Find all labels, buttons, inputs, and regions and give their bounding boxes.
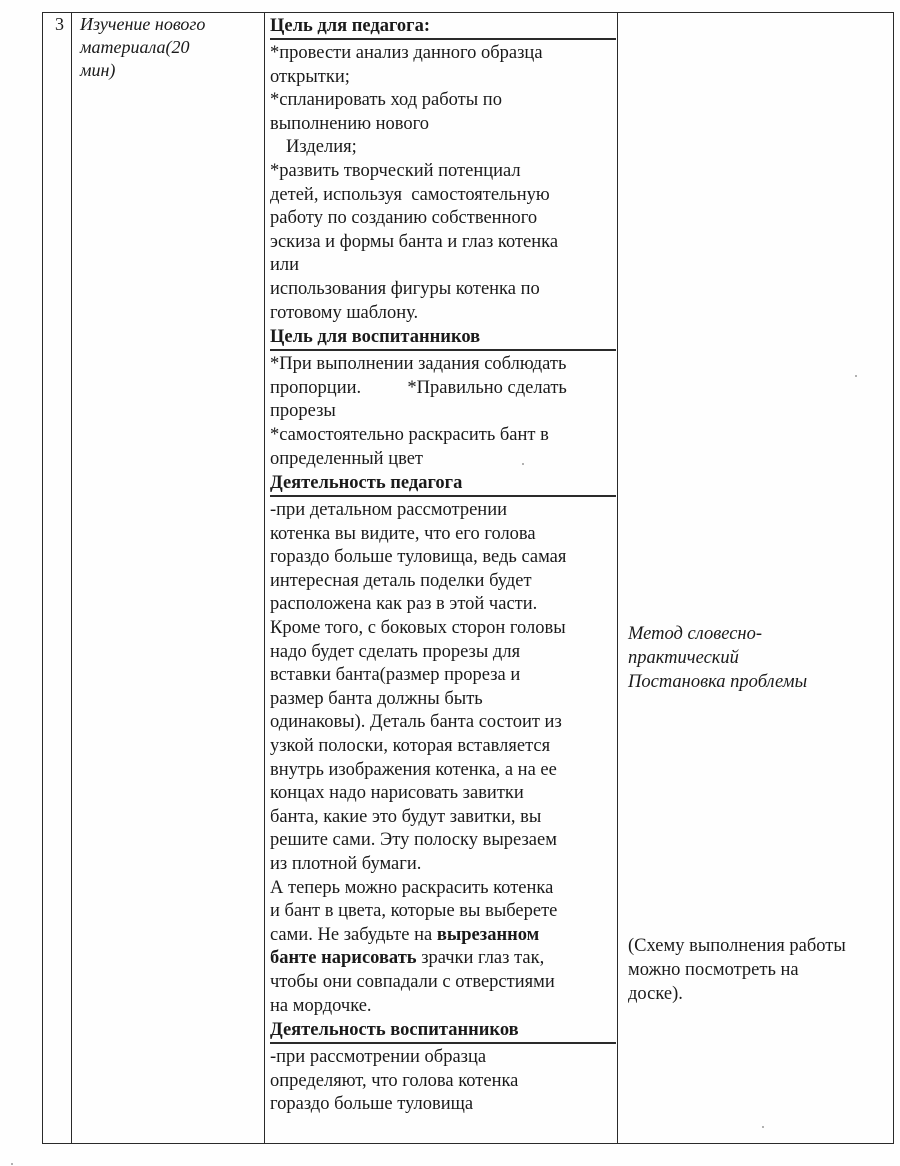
text-line: или xyxy=(270,255,300,276)
methods-cell xyxy=(628,622,878,694)
text-line: решите сами. Эту полоску вырезаем xyxy=(270,830,557,851)
stage-line: Изучение нового xyxy=(80,14,206,34)
text-line: определенный цвет xyxy=(270,448,424,469)
text-line: определяют, что голова котенка xyxy=(270,1070,519,1091)
note-line: доске). xyxy=(628,984,683,1004)
text-line: вставки банта(размер прореза и xyxy=(270,665,521,686)
text-line: готовому шаблону. xyxy=(270,302,419,323)
row-number: 3 xyxy=(55,14,64,34)
column-divider-3 xyxy=(617,12,618,1144)
text-span: сами. Не забудьте на xyxy=(270,924,437,945)
text-line: -при детальном рассмотрении xyxy=(270,500,508,521)
text-line: эскиза и формы банта и глаз котенка xyxy=(270,231,559,252)
note-line: (Схему выполнения работы xyxy=(628,936,846,956)
text-line: детей, используя самостоятельную xyxy=(270,184,550,205)
text-line: -при рассмотрении образца xyxy=(270,1047,487,1068)
stage-line: мин) xyxy=(80,60,116,80)
teacher-activity-body xyxy=(270,499,616,1018)
text-line: котенка вы видите, что его голова xyxy=(270,523,536,544)
text-line: Изделия; xyxy=(286,137,357,158)
teacher-activity-heading: Деятельность педагога xyxy=(270,471,616,497)
scan-speck xyxy=(522,463,524,465)
text-line: использования фигуры котенка по xyxy=(270,278,540,299)
text-line: расположена как раз в этой части. xyxy=(270,594,538,615)
text-line: Кроме того, с боковых сторон головы xyxy=(270,618,566,639)
text-line: концах надо нарисовать завитки xyxy=(270,783,524,804)
text-line xyxy=(270,924,616,948)
text-line: пропорции. *Правильно сделать xyxy=(270,377,567,398)
text-span: зрачки глаз так, xyxy=(416,948,545,969)
text-line: интересная деталь поделки будет xyxy=(270,570,532,591)
text-line: внутрь изображения котенка, а на ее xyxy=(270,759,557,780)
text-line: чтобы они совпадали с отверстиями xyxy=(270,971,555,992)
stage-cell xyxy=(80,13,260,82)
text-line: гораздо больше туловища xyxy=(270,1094,474,1115)
teacher-goal-body xyxy=(270,42,616,325)
column-divider-2 xyxy=(264,12,265,1144)
text-line: и бант в цвета, которые вы выберете xyxy=(270,901,558,922)
pupil-activity-body xyxy=(270,1046,616,1117)
text-line: одинаковы). Деталь банта состоит из xyxy=(270,712,562,733)
stage-line: материала(20 xyxy=(80,37,190,57)
method-line: практический xyxy=(628,648,739,668)
column-divider-1 xyxy=(71,12,72,1144)
text-line: гораздо больше туловища, ведь самая xyxy=(270,547,567,568)
text-line: открытки; xyxy=(270,66,350,87)
text-line: выполнению нового xyxy=(270,113,430,134)
text-line: *самостоятельно раскрасить бант в xyxy=(270,424,549,445)
text-line: А теперь можно раскрасить котенка xyxy=(270,877,554,898)
text-line: размер банта должны быть xyxy=(270,688,483,709)
text-line: работу по созданию собственного xyxy=(270,208,538,229)
text-line: *развить творческий потенциал xyxy=(270,160,521,181)
scheme-note xyxy=(628,934,884,1006)
method-line: Постановка проблемы xyxy=(628,672,808,692)
text-line: *провести анализ данного образца xyxy=(270,43,543,63)
text-line: *спланировать ход работы по xyxy=(270,90,502,111)
text-line: из плотной бумаги. xyxy=(270,854,422,874)
text-line: банта, какие это будут завитки, вы xyxy=(270,806,542,827)
bold-text-span: банте нарисовать xyxy=(270,948,417,969)
method-line: Метод словесно- xyxy=(628,624,763,644)
text-line: надо будет сделать прорезы для xyxy=(270,641,521,662)
teacher-goal-heading: Цель для педагога: xyxy=(270,14,616,40)
text-line: *При выполнении задания соблюдать xyxy=(270,354,567,375)
text-line: прорезы xyxy=(270,401,336,422)
scan-speck xyxy=(11,1163,13,1165)
text-line xyxy=(270,947,616,971)
scan-speck xyxy=(762,1126,764,1128)
scan-speck xyxy=(855,375,857,377)
content-cell xyxy=(270,14,616,1117)
pupil-activity-heading: Деятельность воспитанников xyxy=(270,1018,616,1044)
text-line: на мордочке. xyxy=(270,995,372,1016)
note-line: можно посмотреть на xyxy=(628,960,799,980)
text-line: узкой полоски, которая вставляется xyxy=(270,736,551,757)
pupil-goal-body xyxy=(270,353,616,471)
pupil-goal-heading: Цель для воспитанников xyxy=(270,325,616,351)
bold-text-span: вырезанном xyxy=(436,924,540,945)
